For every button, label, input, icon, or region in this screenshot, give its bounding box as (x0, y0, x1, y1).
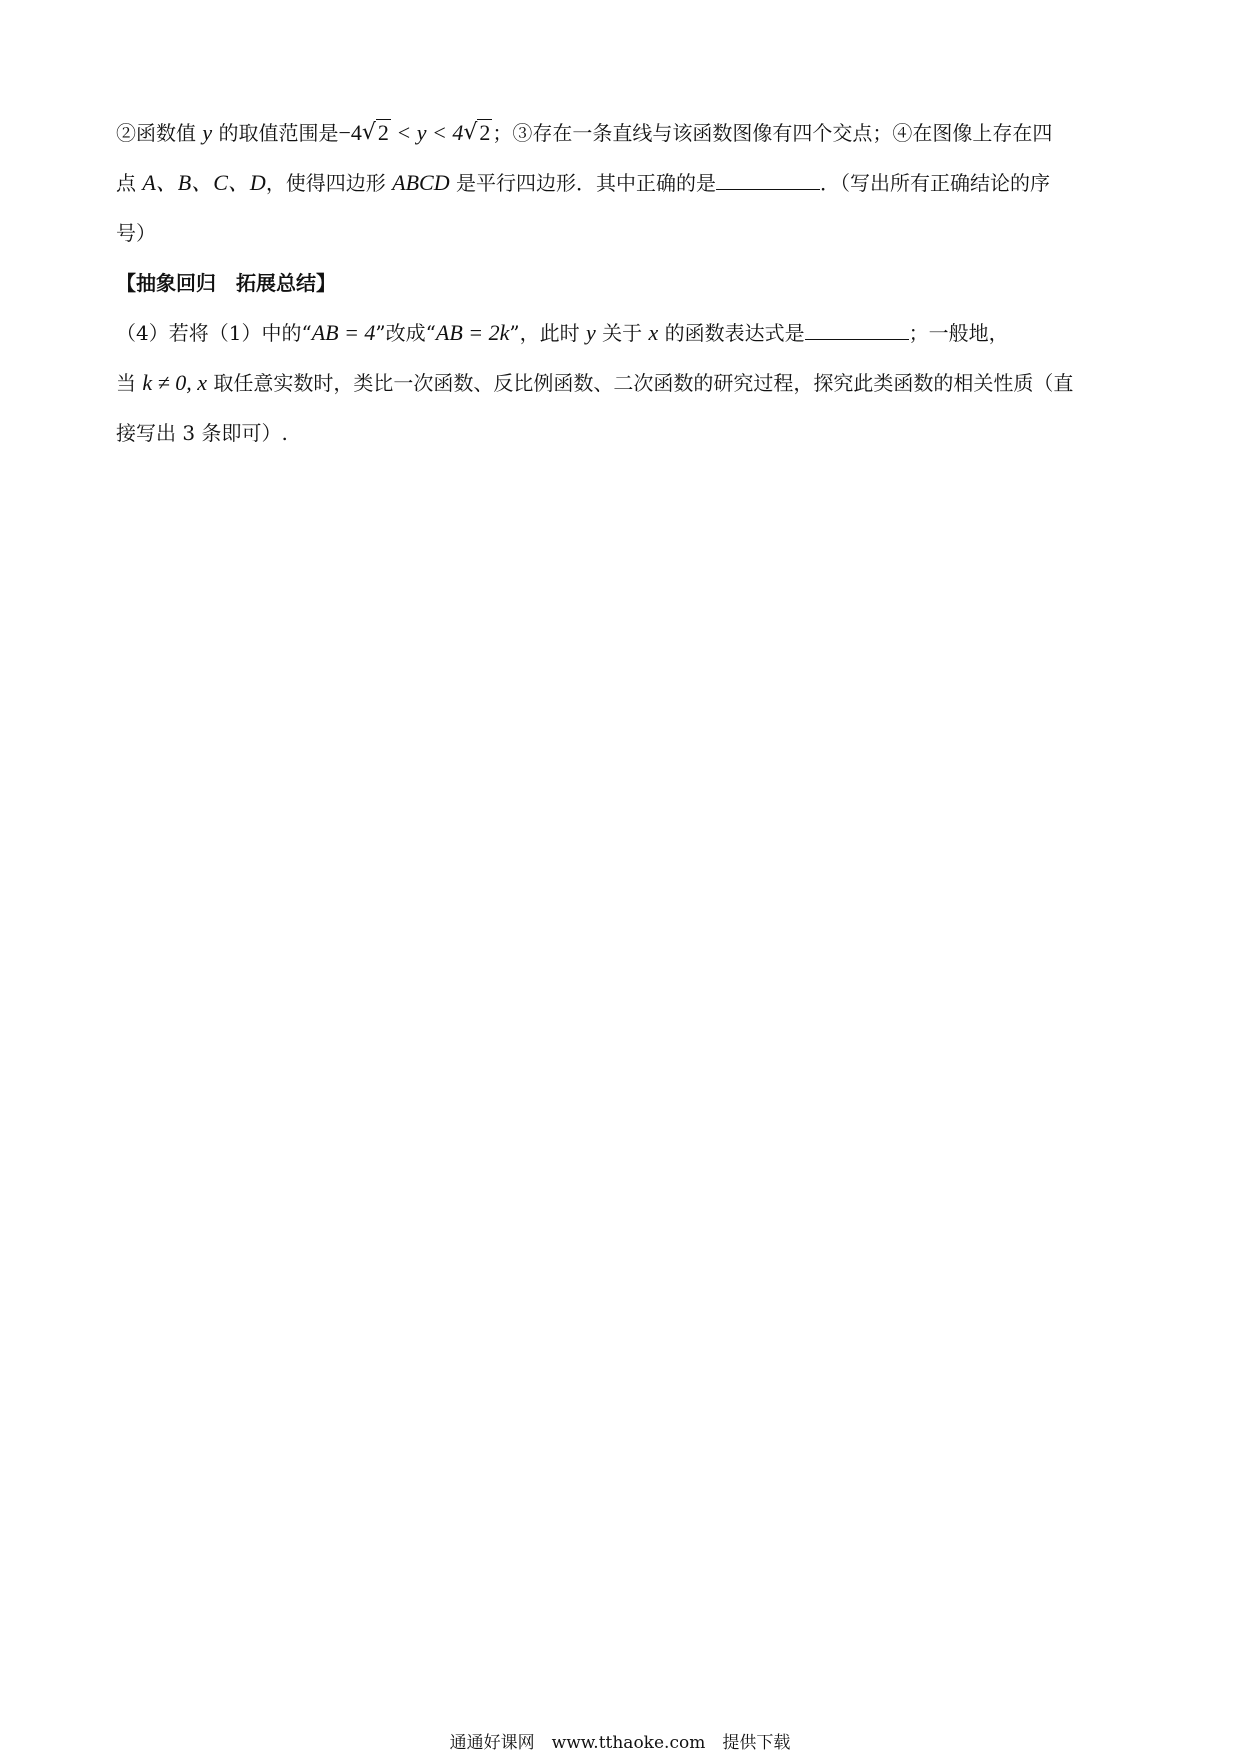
math-variable: y (202, 120, 213, 145)
text-fragment: ”，此时 (509, 321, 586, 345)
sqrt-symbol: √ 2 (361, 120, 389, 145)
math-expression: < y < 4 (390, 120, 464, 145)
text-fragment: 是平行四边形．其中正确的是 (449, 171, 716, 195)
question-4-line-1 (116, 308, 1126, 358)
text-fragment: ．（写出所有正确结论的序 (819, 171, 1050, 195)
text-fragment: （4）若将（1）中的“ (116, 321, 312, 345)
question-4-line-3 (116, 408, 1126, 458)
text-fragment: ；一般地， (908, 321, 1009, 345)
text-fragment: 点 (116, 171, 143, 195)
math-expression: k ≠ 0, x (142, 370, 207, 395)
text-fragment: ，使得四边形 (265, 171, 393, 195)
text-fragment: ；③存在一条直线与该函数图像有四个交点；④在图像上存在四 (492, 121, 1053, 145)
question-line-3 (116, 208, 1126, 258)
math-expression: AB = 4 (311, 320, 376, 345)
question-4-line-2 (116, 358, 1126, 408)
question-line-1 (116, 108, 1126, 158)
math-points: A、B、C、D (142, 170, 266, 195)
text-fragment: 当 (116, 371, 143, 395)
text-fragment: ②函数值 (116, 121, 203, 145)
text-fragment: 号） (116, 221, 156, 245)
page-footer: 通通好课网 www.tthaoke.com 提供下载 (449, 1733, 791, 1753)
text-fragment: 的取值范围是 (212, 121, 339, 145)
math-quadrilateral: ABCD (392, 170, 450, 195)
text-fragment: 取任意实数时，类比一次函数、反比例函数、二次函数的研究过程，探究此类函数的相关性质（直 (206, 371, 1074, 395)
document-body (116, 108, 1126, 458)
text-fragment: 的函数表达式是 (658, 321, 805, 345)
text-fragment: ”改成“ (375, 321, 436, 345)
sqrt-symbol: √ 2 (463, 120, 491, 145)
text-fragment: 接写出 3 条即可）. (116, 421, 288, 445)
text-fragment: 关于 (595, 321, 649, 345)
math-variable: x (648, 320, 659, 345)
math-expression: −4 (338, 120, 362, 145)
section-heading: 【抽象回归 拓展总结】 (116, 271, 336, 295)
question-line-2 (116, 158, 1126, 208)
math-variable: y (585, 320, 596, 345)
answer-blank[interactable] (805, 321, 909, 340)
math-expression: AB = 2k (435, 320, 510, 345)
answer-blank[interactable] (716, 171, 820, 190)
